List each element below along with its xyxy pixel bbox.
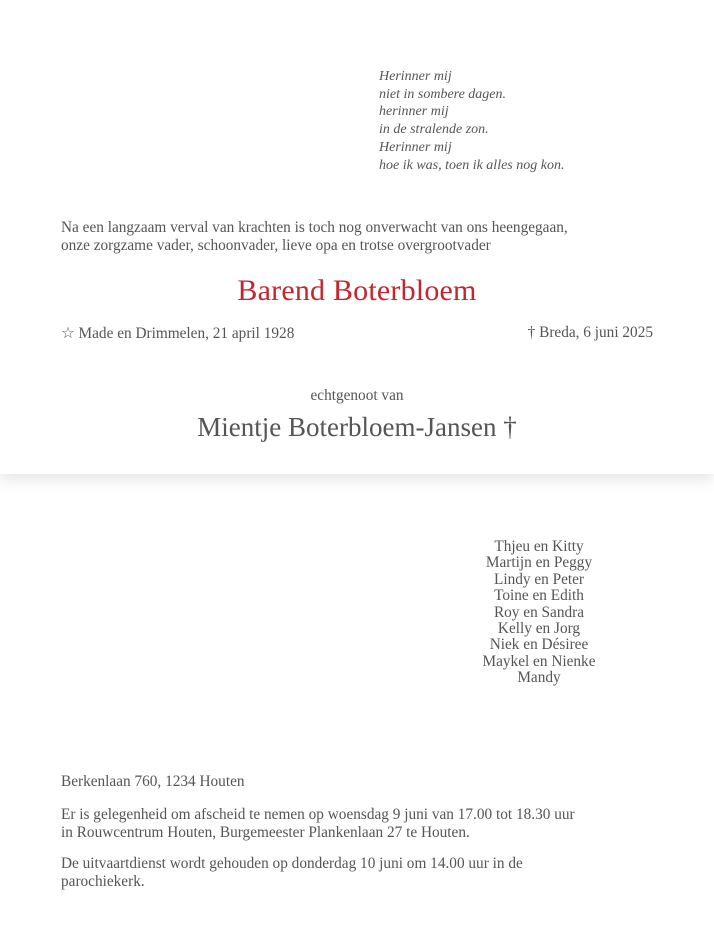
home-address: Berkenlaan 760, 1234 Houten — [61, 773, 245, 790]
deceased-name: Barend Boterbloem — [237, 274, 477, 307]
list-item: Niek en Désiree — [489, 636, 589, 654]
service-line: parochiekerk. — [61, 873, 145, 890]
list-item: Mandy — [517, 669, 561, 687]
poem-line: in de stralende zon. — [379, 122, 489, 138]
visitation-line: Er is gelegenheid om afscheid te nemen op woensdag 9 juni van 17.00 tot 18.30 uur — [61, 806, 575, 823]
service-line: De uitvaartdienst wordt gehouden op donderdag 10 juni om 14.00 uur in de — [61, 855, 523, 872]
birth-info: ☆ Made en Drimmelen, 21 april 1928 — [61, 325, 295, 342]
list-item: Toine en Edith — [494, 587, 584, 605]
poem-line: niet in sombere dagen. — [379, 86, 507, 102]
poem-line: herinner mij — [379, 104, 449, 120]
poem-line: Herinner mij — [379, 69, 452, 84]
list-item: Maykel en Nienke — [482, 652, 596, 670]
spouse-name: Mientje Boterbloem-Jansen † — [197, 412, 517, 442]
list-item: Thjeu en Kitty — [494, 538, 584, 555]
list-item: Lindy en Peter — [493, 570, 585, 588]
spouse-label: echtgenoot van — [310, 387, 404, 404]
poem — [379, 68, 564, 174]
visitation-info — [61, 806, 681, 842]
children-list — [439, 539, 639, 687]
death-info: † Breda, 6 juni 2025 — [527, 324, 653, 341]
poem-line: hoe ik was, toen ik alles nog kon. — [379, 157, 565, 173]
intro-line: Na een langzaam verval van krachten is toch nog onverwacht van ons heengegaan, — [61, 219, 568, 236]
list-item: Roy en Sandra — [493, 603, 585, 621]
list-item: Martijn en Peggy — [485, 554, 593, 572]
list-item: Kelly en Jorg — [497, 620, 581, 638]
intro-line: onze zorgzame vader, schoonvader, lieve opa en trotse overgrootvader — [61, 237, 491, 254]
intro-text — [61, 219, 671, 255]
poem-line: Herinner mij — [379, 139, 452, 155]
funeral-service-info — [61, 855, 681, 891]
card-front-panel — [0, 0, 714, 474]
visitation-line: in Rouwcentrum Houten, Burgemeester Plankenlaan 27 te Houten. — [61, 824, 470, 841]
